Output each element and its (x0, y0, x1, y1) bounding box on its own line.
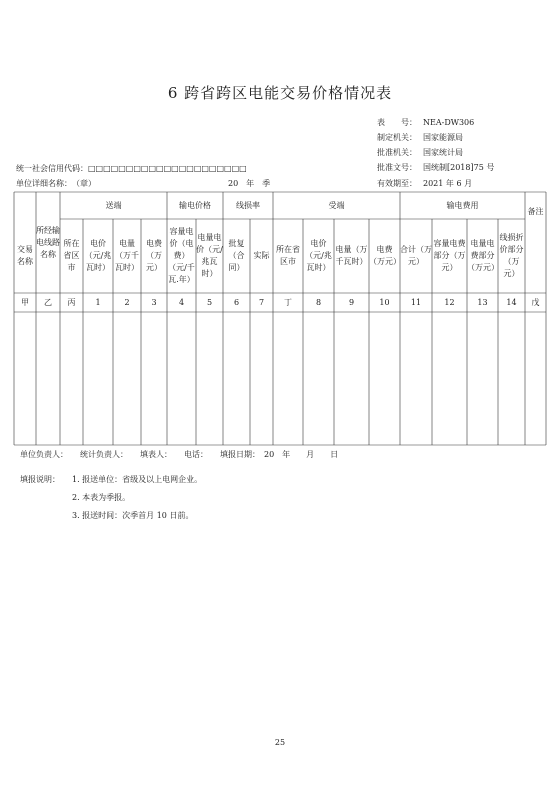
maker-key: 制定机关： (377, 133, 417, 142)
header-capacity-fee: 容量电费部分（万元） (433, 239, 466, 272)
code-cell: 1 (95, 297, 101, 307)
header-remark: 备注 (527, 207, 544, 216)
code-cell: 12 (444, 297, 455, 307)
header-fee-group: 输电费用 (446, 200, 479, 210)
code-cell: 5 (206, 297, 213, 307)
header-recv-fee: 电费（万元） (369, 245, 401, 266)
header-loss-approved: 批复（合同） (228, 239, 245, 272)
header-energy-price: 电量电价（元/兆瓦时） (196, 233, 223, 278)
header-recv-province: 所在省区市 (276, 245, 300, 266)
notes-label: 填报说明： (20, 475, 60, 484)
form-no-key: 表 号： (377, 118, 417, 127)
credit-code: 统一社会信用代码：□□□□□□□□□□□□□□□□□□□□□ (16, 164, 247, 173)
header-capacity-price: 容量电价（电费）（元/千瓦.年） (168, 227, 195, 284)
code-cell: 13 (477, 297, 488, 307)
header-trade-name: 交易名称 (17, 245, 33, 266)
header-send-group: 送端 (105, 200, 122, 210)
code-cell: 甲 (21, 297, 29, 307)
form-no-value: NEA-DW306 (423, 118, 475, 127)
code-cell: 14 (506, 297, 517, 307)
header-send-price: 电价（元/兆瓦时） (84, 239, 112, 272)
note-item: 1. 报送单位：省级及以上电网企业。 (72, 475, 203, 484)
header-loss-fee: 线损折价部分（万元） (499, 233, 524, 278)
code-cell: 丙 (67, 297, 76, 307)
page-title: 6 跨省跨区电能交易价格情况表 (167, 84, 393, 102)
code-cell: 丁 (284, 297, 292, 307)
code-cell: 11 (410, 297, 422, 307)
header-line-name: 所经输电线路名称 (36, 225, 60, 259)
header-fee-total: 合计（万元） (400, 245, 432, 266)
report-period: 20 年 季 (228, 179, 271, 188)
code-cell: 乙 (44, 297, 52, 307)
valid-until-value: 2021 年 6 月 (423, 179, 473, 188)
approver-value: 国家统计局 (423, 148, 463, 157)
note-item: 2. 本表为季报。 (72, 493, 131, 502)
code-cell: 4 (178, 297, 185, 307)
code-cell: 3 (151, 297, 157, 307)
header-loss-group: 线损率 (236, 200, 260, 210)
header-recv-qty: 电量（万千瓦时） (335, 245, 368, 266)
code-cell: 6 (233, 297, 240, 307)
maker-value: 国家能源局 (423, 133, 463, 142)
note-item: 3. 报送时间：次季首月 10 日前。 (72, 511, 194, 520)
header-recv-price: 电价（元/兆瓦时） (305, 239, 332, 272)
code-cell: 9 (348, 297, 355, 307)
header-energy-fee: 电量电费部分（万元） (467, 239, 499, 272)
code-cell: 8 (315, 297, 322, 307)
header-send-province: 所在省区市 (63, 239, 80, 272)
approver-key: 批准机关： (377, 148, 417, 157)
signature-line: 单位负责人： 统计负责人： 填表人： 电话： 填报日期： 20 年 月 日 (20, 450, 339, 459)
code-cell: 7 (258, 297, 265, 307)
doc-no-value: 国统制[2018]75 号 (423, 163, 495, 172)
header-price-group: 输电价格 (179, 200, 211, 210)
page-number: 25 (274, 738, 286, 747)
code-cell: 戊 (531, 297, 540, 307)
header-send-fee: 电费（万元） (146, 239, 162, 272)
header-recv-group: 受端 (328, 200, 345, 210)
header-send-qty: 电量（万千瓦时） (115, 239, 139, 272)
valid-until-key: 有效期至： (377, 179, 417, 188)
doc-no-key: 批准文号： (377, 163, 417, 172)
unit-name: 单位详细名称： （章） (16, 179, 96, 188)
code-cell: 2 (124, 297, 130, 307)
header-loss-actual: 实际 (253, 251, 270, 260)
code-cell: 10 (379, 297, 390, 307)
